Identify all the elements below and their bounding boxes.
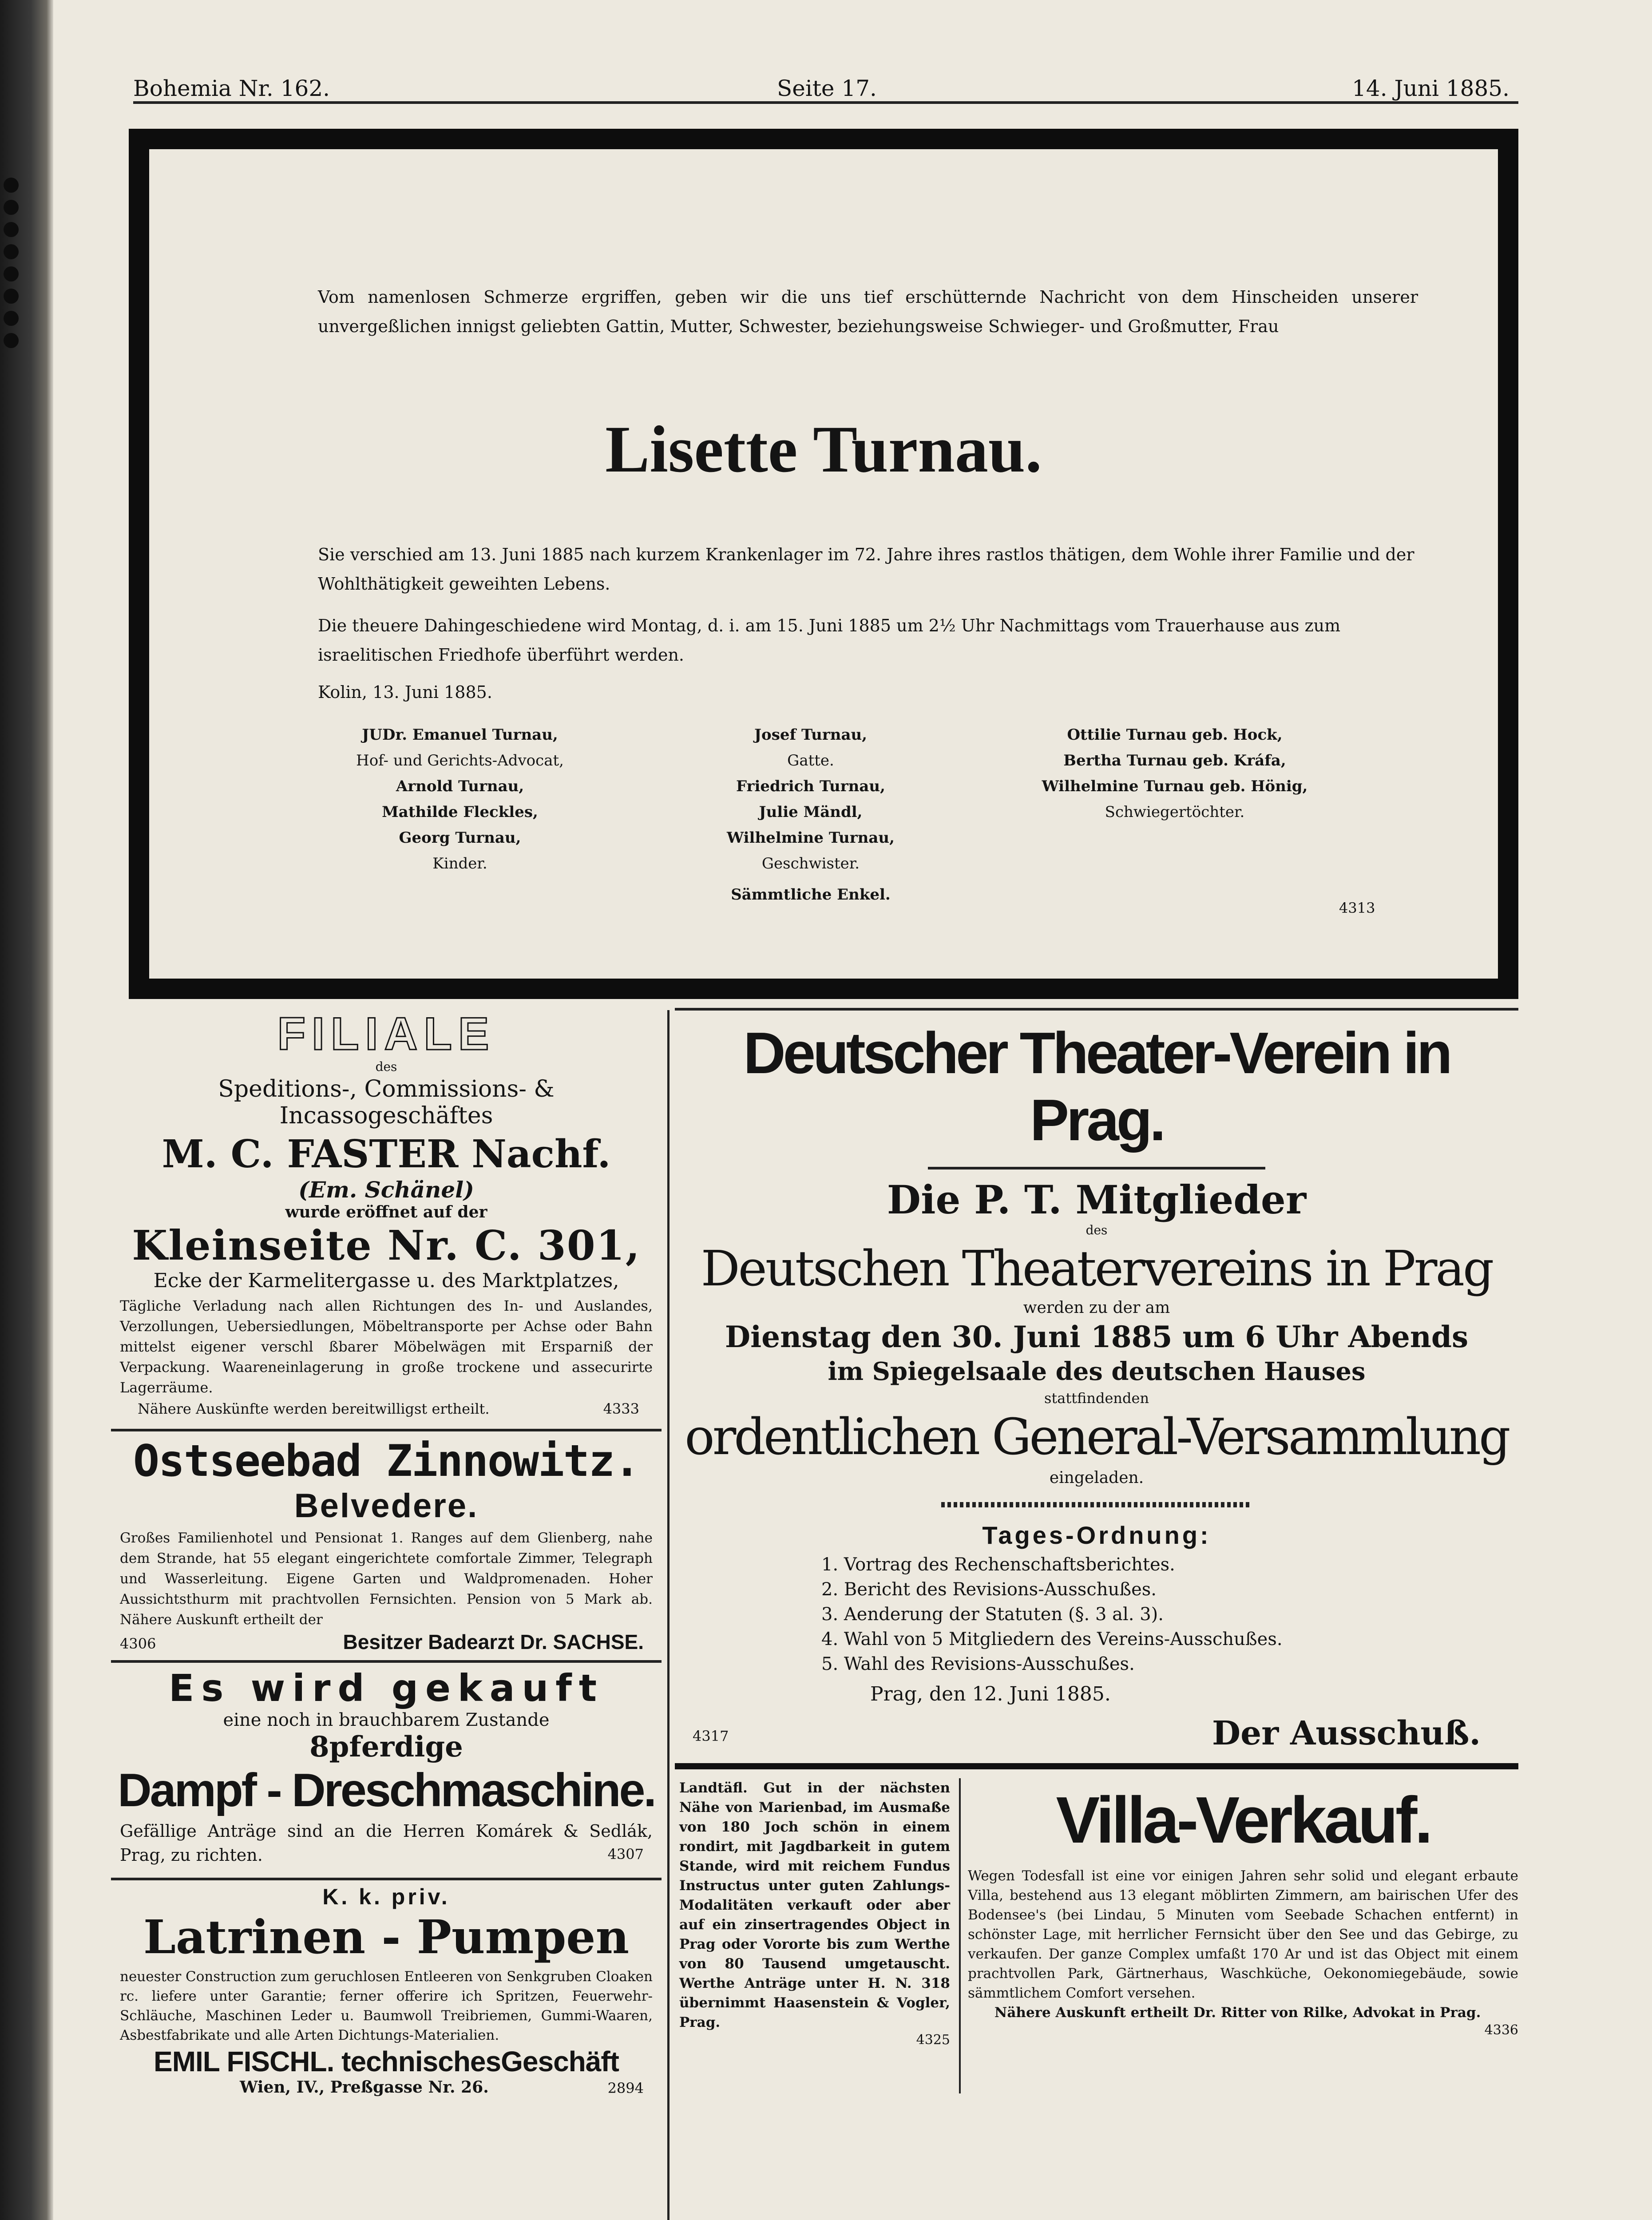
- ad-reference-number: 4306: [120, 1635, 156, 1652]
- left-column: [111, 1008, 662, 2103]
- binding-stitch: [4, 333, 19, 348]
- signature-line: Wilhelmine Turnau,: [727, 829, 895, 847]
- dampf-line-2: 8pferdige: [309, 1730, 463, 1764]
- filiale-address: Kleinseite Nr. C. 301,: [132, 1221, 641, 1269]
- latrinen-address: Wien, IV., Preßgasse Nr. 26.: [240, 2078, 489, 2097]
- filiale-firm: M. C. FASTER Nachf.: [162, 1132, 611, 1177]
- ad-separator: [111, 1429, 662, 1431]
- theater-title: Deutscher Theater-Verein in Prag.: [743, 1020, 1450, 1153]
- binding-stitch: [4, 244, 19, 259]
- newspaper-page: [111, 53, 1518, 2220]
- signature-line: Schwiegertöchter.: [1105, 803, 1245, 821]
- agenda-item: 2. Bericht des Revisions-Ausschußes.: [821, 1579, 1157, 1600]
- zinnowitz-owner: Besitzer Badearzt Dr. SACHSE.: [343, 1630, 644, 1653]
- dampf-machine: Dampf - Dreschmaschine.: [118, 1764, 655, 1816]
- header-rule: [133, 101, 1518, 104]
- ad-separator: [675, 1763, 1518, 1769]
- dampf-line-1: eine noch in brauchbarem Zustande: [223, 1710, 550, 1730]
- death-intro: Vom namenlosen Schmerze ergriffen, geben wir die uns tief erschütternde Nachricht von dem Hinscheiden unserer unvergeßlichen innigst geliebten Gattin, Mutter, Schwester, beziehungsweise Schwieger- und Großmutter, Frau: [318, 287, 1418, 336]
- signature-line: Georg Turnau,: [399, 829, 521, 847]
- latrinen-privilege: K. k. priv.: [322, 1884, 450, 1909]
- villa-footer: Nähere Auskunft ertheilt Dr. Ritter von Rilke, Advokat in Prag.: [994, 2005, 1481, 2021]
- dampf-ad: [111, 1666, 662, 1876]
- ad-separator: [111, 1878, 662, 1880]
- theater-location: im Spiegelsaale des deutschen Hauses: [828, 1357, 1366, 1386]
- ad-reference-number: 2894: [607, 2080, 644, 2097]
- binding-stitch: [4, 178, 19, 193]
- signature-line: Kinder.: [432, 855, 487, 872]
- ad-reference-number: 4313: [1339, 900, 1375, 916]
- theater-assembly: ordentlichen General-Versammlung: [685, 1408, 1509, 1466]
- right-column: [675, 1008, 1518, 2102]
- death-place-date: Kolin, 13. Juni 1885.: [318, 682, 492, 702]
- villa-body: Wegen Todesfall ist eine vor einigen Jahren sehr solid und elegant erbaute Villa, bestehend aus 13 elegant möblirten Zimmern, am bairischen Ufer des Bodensee's (bei Lindau, 5 Minuten vom Seebade Schachen entfernt) in schönster Lage, mit herrlicher Fernsicht über den See und das Gebirge, zu verkaufen. Der ganze Complex umfaßt 170 Ar und ist das Object mit einem prachtvollen Park, Gärtnerhaus, Waschküche, Oekonomiegebäude, sowie sämmtlichem Comfort versehen.: [968, 1868, 1518, 2001]
- filiale-opened: wurde eröffnet auf der: [285, 1203, 487, 1221]
- latrinen-firm: EMIL FISCHL. technischesGeschäft: [154, 2046, 619, 2077]
- signature-line: Friedrich Turnau,: [736, 777, 885, 795]
- ad-separator: [675, 1008, 1518, 1011]
- signature-line: Gatte.: [787, 752, 834, 769]
- filiale-body: Tägliche Verladung nach allen Richtungen des In- und Auslandes, Verzollungen, Uebersiedlungen, Möbeltransporte per Achse oder Bahn mittelst eigener verschl ßbarer Möbelwägen mit Ersparniß der Verpackung. Waareneinlagerung in große trockene und assecurirte Lagerräume.: [120, 1297, 653, 1396]
- binding-stitch: [4, 311, 19, 326]
- bottom-ads-row: [675, 1769, 1518, 2102]
- filiale-ad: [111, 1008, 662, 1427]
- ad-reference-number: 4307: [607, 1846, 644, 1863]
- filiale-footer: Nähere Auskünfte werden bereitwilligst ertheilt.: [138, 1400, 490, 1417]
- binding-edge: [0, 0, 53, 2220]
- signature-line: Mathilde Fleckles,: [382, 803, 538, 821]
- theater-place-date: Prag, den 12. Juni 1885.: [870, 1683, 1111, 1705]
- deceased-name: Lisette Turnau.: [605, 412, 1042, 486]
- header-date: 14. Juni 1885.: [1352, 75, 1509, 101]
- death-para-1: Sie verschied am 13. Juni 1885 nach kurzem Krankenlager im 72. Jahre ihres rastlos thätigen, dem Wohle ihrer Familie und der Wohlthätigkeit geweihten Lebens.: [318, 545, 1414, 594]
- zinnowitz-ad: [111, 1436, 662, 1658]
- signature-line: Arnold Turnau,: [396, 777, 524, 795]
- binding-stitch: [4, 200, 19, 215]
- filiale-des: des: [375, 1059, 397, 1074]
- theater-invited: eingeladen.: [1049, 1469, 1144, 1487]
- theater-club-name: Deutschen Theatervereins in Prag: [701, 1240, 1493, 1297]
- theater-des: des: [1085, 1223, 1108, 1237]
- signature-line: Josef Turnau,: [754, 726, 868, 744]
- ad-reference-number: 4333: [603, 1400, 639, 1417]
- signature-line: Bertha Turnau geb. Kráfa,: [1063, 752, 1286, 769]
- ad-reference-number: 4317: [693, 1728, 729, 1744]
- agenda-item: 3. Aenderung der Statuten (§. 3 al. 3).: [821, 1604, 1164, 1625]
- theater-date: Dienstag den 30. Juni 1885 um 6 Uhr Abends: [725, 1320, 1469, 1354]
- agenda-item: 1. Vortrag des Rechenschaftsberichtes.: [821, 1554, 1175, 1575]
- signature-line: Julie Mändl,: [759, 803, 863, 821]
- wavy-rule: [941, 1502, 1252, 1507]
- filiale-corner: Ecke der Karmelitergasse u. des Marktplatzes,: [153, 1269, 619, 1292]
- signature-line: JUDr. Emanuel Turnau,: [362, 726, 558, 744]
- ad-separator: [111, 1660, 662, 1663]
- signatures-in-law: [1015, 722, 1335, 825]
- theater-invite-1: werden zu der am: [1023, 1299, 1170, 1317]
- agenda-list: [821, 1552, 1518, 1677]
- theater-members: Die P. T. Mitglieder: [887, 1177, 1307, 1223]
- zinnowitz-title: Ostseebad Zinnowitz.: [133, 1436, 640, 1487]
- ornament-rule: [928, 1167, 1265, 1169]
- signatures-family: [686, 722, 935, 908]
- binding-stitch: [4, 222, 19, 237]
- binding-stitch: [4, 266, 19, 281]
- dampf-headline: Es wird gekauft: [169, 1666, 604, 1710]
- header-page-number: Seite 17.: [777, 75, 877, 101]
- agenda-item: 5. Wahl des Revisions-Ausschußes.: [821, 1654, 1135, 1674]
- signature-line: Ottilie Turnau geb. Hock,: [1067, 726, 1283, 744]
- agenda-title: Tages-Ordnung:: [982, 1521, 1211, 1549]
- signature-line: Geschwister.: [761, 855, 860, 872]
- latrinen-title: Latrinen - Pumpen: [143, 1910, 630, 1964]
- theater-taking-place: stattfindenden: [1044, 1390, 1149, 1407]
- death-notice: [129, 129, 1518, 999]
- zinnowitz-body: Großes Familienhotel und Pensionat 1. Ranges auf dem Glienberg, nahe dem Strande, hat 55 elegant eingerichtete comfortale Zimmer, Telegraph und Wasserleitung. Eigene Garten und Waldpromenaden. Hoher Aussichtsthurm mit prachtvollen Fernsichten. Pension von 5 Mark ab. Nähere Auskunft ertheilt der: [120, 1530, 653, 1628]
- theater-signature: Der Ausschuß.: [1212, 1714, 1481, 1752]
- dampf-body: Gefällige Anträge sind an die Herren Komárek & Sedlák, Prag, zu richten.: [120, 1821, 653, 1865]
- header-issue: Bohemia Nr. 162.: [133, 75, 330, 101]
- zinnowitz-subtitle: Belvedere.: [294, 1487, 479, 1525]
- death-para-2: Die theuere Dahingeschiedene wird Montag, d. i. am 15. Juni 1885 um 2½ Uhr Nachmittags vom Trauerhause aus zum israelitischen Friedhofe überführt werden.: [318, 616, 1341, 665]
- latrinen-body: neuester Construction zum geruchlosen Entleeren von Senkgruben Cloaken rc. liefere unter Garantie; ferner offerire ich Spritzen, Feuerwehr-Schläuche, Maschinen Leder u. Baumwoll Treibriemen, Gummi-Waaren, Asbestfabrikate und alle Arten Dichtungs-Materialien.: [120, 1969, 653, 2043]
- signature-line: Hof- und Gerichts-Advocat,: [356, 752, 564, 769]
- villa-ad: [968, 1783, 1518, 2038]
- binding-stitch: [4, 289, 19, 304]
- ad-reference-number: 4336: [1484, 2022, 1518, 2038]
- landtafl-body: Landtäfl. Gut in der nächsten Nähe von Marienbad, im Ausmaße von 180 Joch schön in einem rondirt, mit Jagdbarkeit in gutem Stande, wird mit reichem Fundus Instructus unter guten Zahlungs-Modalitäten verkauft oder aber auf ein zinsertragendes Object in Prag oder Vororte bis zum Werthe von 80 Tausend umgetauscht. Werthe Anträge unter H. N. 318 übernimmt Haasenstein & Vogler, Prag.: [679, 1780, 950, 2030]
- signature-line: Wilhelmine Turnau geb. Hönig,: [1042, 777, 1308, 795]
- signatures-children: [336, 722, 584, 876]
- column-divider: [667, 1010, 670, 2220]
- column-divider: [959, 1778, 961, 2093]
- filiale-owner: (Em. Schänel): [298, 1177, 474, 1203]
- ad-reference-number: 4325: [916, 2032, 950, 2048]
- filiale-business: Speditions-, Commissions- & Incassogeschäftes: [218, 1076, 555, 1129]
- landtafl-ad: [679, 1778, 950, 2048]
- signature-line: Sämmtliche Enkel.: [731, 886, 891, 904]
- theater-ad: [675, 1019, 1518, 1754]
- agenda-item: 4. Wahl von 5 Mitgliedern des Vereins-Ausschußes.: [821, 1629, 1283, 1649]
- filiale-title: FILIALE: [277, 1008, 495, 1057]
- latrinen-ad: [111, 1884, 662, 2103]
- villa-title: Villa-Verkauf.: [1056, 1784, 1430, 1857]
